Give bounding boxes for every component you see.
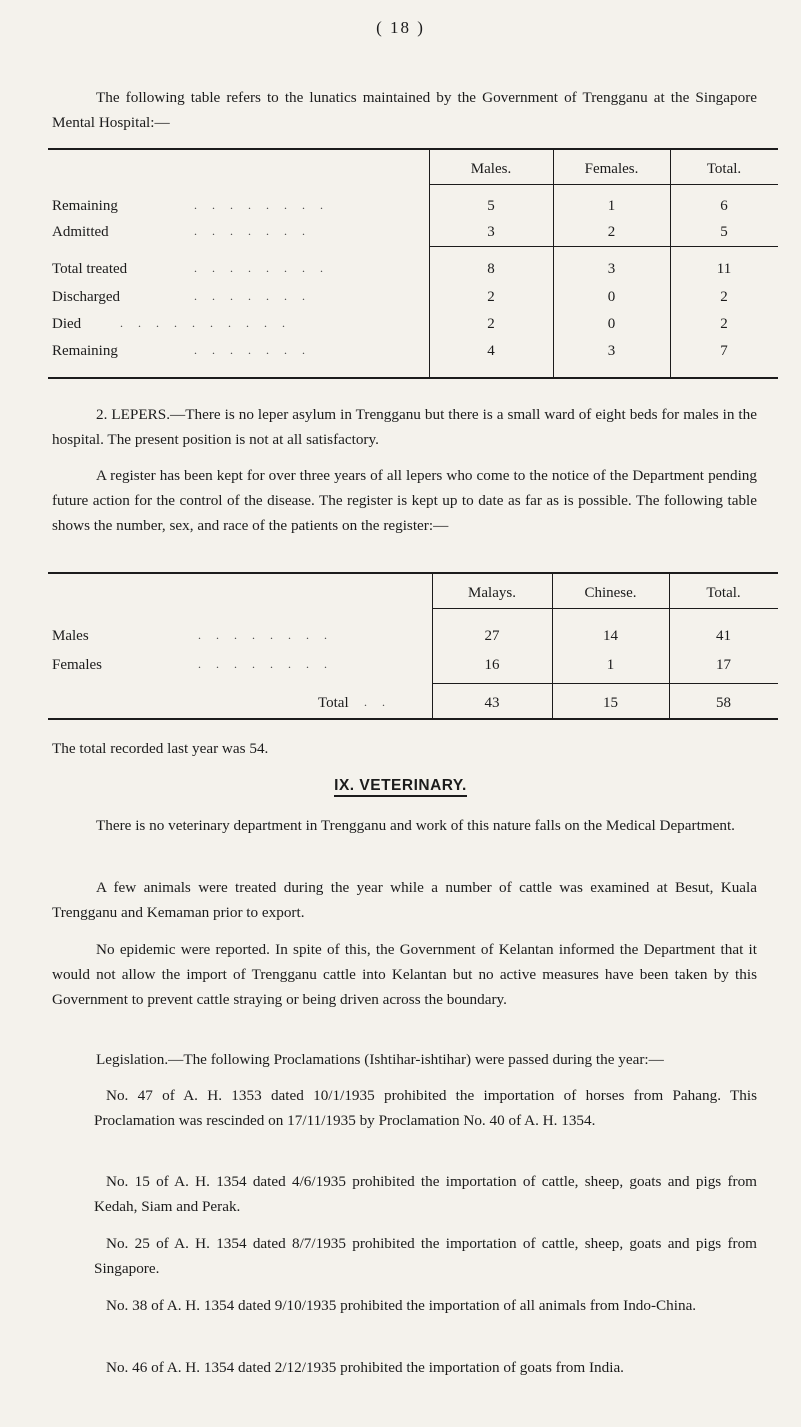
cell-males: 4 [487,343,495,359]
cell-chinese: 1 [606,657,615,673]
cell-total: 2 [720,316,728,332]
col-header-total: Total. [706,161,742,177]
vet-paragraph-2: A few animals were treated during the year while a number of cattle was examined at Besut, Kuala Trengganu and Kemaman prior to export. [52,879,757,921]
cell-females: 0 [607,316,616,332]
cell-total: 41 [716,628,731,644]
proclamation-item: No. 47 of A. H. 1353 dated 10/1/1935 prohibited the importation of horses from Pahang. This Proclamation was rescinded on 17/11/1935 by Proclamation No. 40 of A. H. 1354. [94,1087,757,1129]
cell-females: 2 [607,224,616,240]
row-label: Admitted [52,224,109,240]
cell-malays: 16 [484,657,500,673]
proclamation-item: No. 15 of A. H. 1354 dated 4/6/1935 prohibited the importation of cattle, sheep, goats and pigs from Kedah, Siam and Perak. [94,1173,757,1215]
col-header-females: Females. [584,161,639,177]
row-label: Remaining [52,198,118,214]
page-number: ( 18 ) [376,18,425,37]
cell-chinese: 14 [603,628,618,644]
row-label: Remaining [52,343,118,359]
row-label: Discharged [52,289,121,305]
lepers-register-table [48,572,778,724]
col-header-total: Total. [706,585,741,601]
cell-males: 5 [487,198,495,214]
cell-males: 3 [487,224,495,240]
leader-dots: . . . . . . . . [194,261,329,275]
leader-dots: . . . . . . . . . . [120,316,291,330]
section-heading: IX. VETERINARY. [0,777,801,795]
cell-females: 3 [607,261,616,277]
leader-dots: . . . . . . . . [198,657,333,671]
cell-grand-total: 58 [716,695,731,711]
intro-paragraph: The following table refers to the lunatics maintained by the Government of Trengganu at the Singapore Mental Hospital:— [52,89,757,131]
cell-males: 8 [487,261,495,277]
cell-malays: 27 [484,628,500,644]
cell-chinese-total: 15 [603,695,618,711]
cell-total: 7 [720,343,728,359]
vet-paragraph-3: No epidemic were reported. In spite of this, the Government of Kelantan informed the Department that it would not allow the import of Trengganu cattle into Kelantan but no active measures have been taken by this Government to prevent cattle straying or being driven across the boundary. [52,941,757,1008]
cell-females: 3 [607,343,616,359]
lepers-paragraph: 2. LEPERS.—There is no leper asylum in Trengganu but there is a small ward of eight beds for males in the hospital. The present position is not at all satisfactory. [52,406,757,448]
cell-females: 0 [607,289,616,305]
cell-total: 17 [716,657,731,673]
col-header-malays: Malays. [468,585,516,601]
table-top-rule [48,148,778,150]
row-label: Females [52,657,102,673]
cell-malays-total: 43 [484,695,500,711]
total-row-label: Total [318,695,349,711]
col-header-chinese: Chinese. [584,585,637,601]
col-header-males: Males. [470,161,512,177]
cell-males: 2 [487,289,495,305]
proclamation-item: No. 38 of A. H. 1354 dated 9/10/1935 prohibited the importation of all animals from Indo-China. [106,1297,697,1314]
leader-dots: . . . . . . . [194,343,311,357]
register-paragraph: A register has been kept for over three years of all lepers who come to the notice of the Department pending future action for the control of the disease. The register is kept up to date as far as is possible. The following table shows the number, sex, and race of the patients on the register:— [52,467,757,534]
last-year-paragraph: The total recorded last year was 54. [52,740,269,757]
cell-total: 6 [720,198,728,214]
cell-total: 5 [720,224,728,240]
table-bottom-rule [48,377,778,379]
row-label: Males [52,628,89,644]
cell-total: 2 [720,289,728,305]
leader-dots: . . [364,695,391,709]
proclamation-item: No. 46 of A. H. 1354 dated 2/12/1935 prohibited the importation of goats from India. [106,1359,624,1376]
cell-females: 1 [607,198,616,214]
table-bottom-rule [48,718,778,720]
row-label: Total treated [52,261,128,277]
cell-males: 2 [487,316,495,332]
proclamation-item: No. 25 of A. H. 1354 dated 8/7/1935 prohibited the importation of cattle, sheep, goats and pigs from Singapore. [94,1235,757,1277]
cell-total: 11 [716,261,732,277]
leader-dots: . . . . . . . [194,224,311,238]
leader-dots: . . . . . . . [194,289,311,303]
vet-paragraph-1: There is no veterinary department in Trengganu and work of this nature falls on the Medical Department. [96,817,735,834]
leader-dots: . . . . . . . . [194,198,329,212]
row-label: Died [52,316,82,332]
legislation-paragraph: Legislation.—The following Proclamations (Ishtihar-ishtihar) were passed during the year:— [96,1051,664,1068]
lunatics-table [48,148,778,384]
leader-dots: . . . . . . . . [198,628,333,642]
